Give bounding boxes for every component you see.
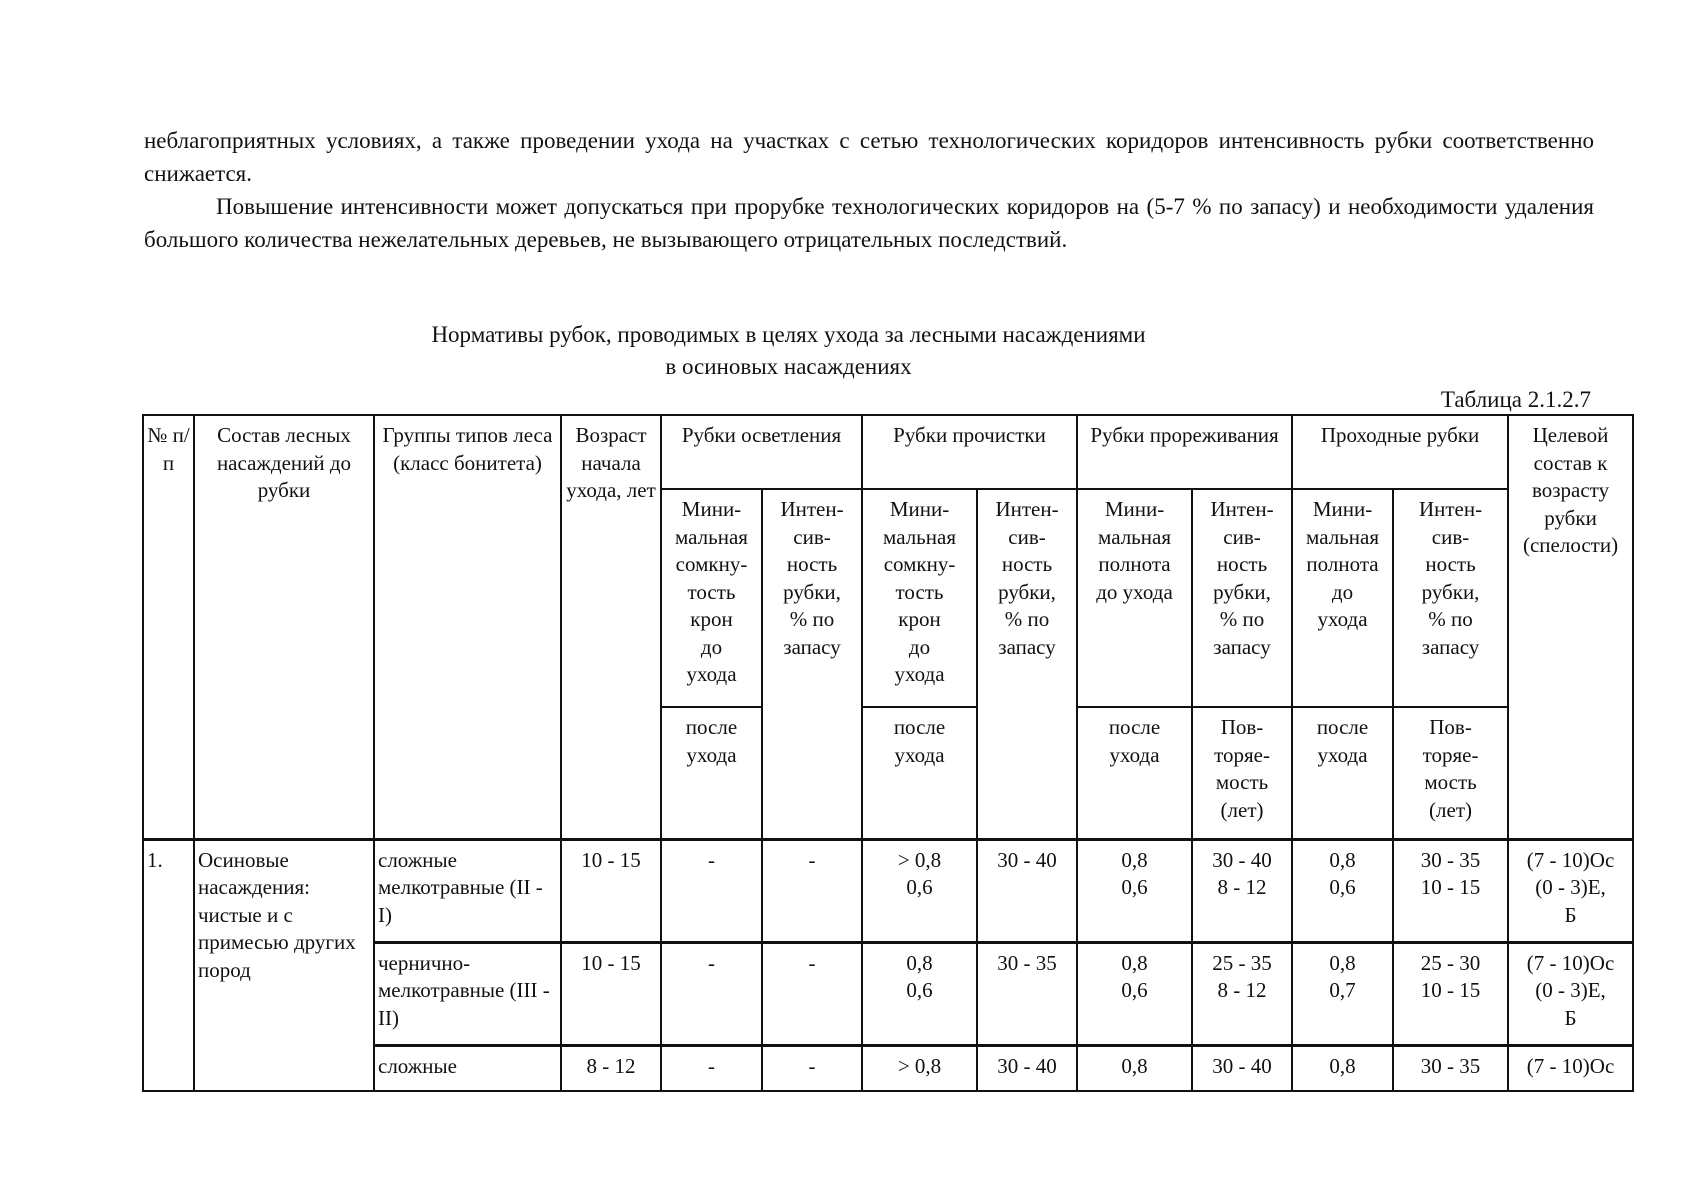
cell-intensity-4: 30 - 35 xyxy=(1393,1045,1508,1091)
header-num: № п/п xyxy=(143,415,194,839)
cell-age: 8 - 12 xyxy=(561,1045,661,1091)
cell-min-density-3: 0,8 0,6 xyxy=(1077,942,1192,1045)
cell-age: 10 - 15 xyxy=(561,942,661,1045)
header-target: Целевой состав к возрасту рубки (спелости) xyxy=(1508,415,1633,839)
cell-min-density-3: 0,8 0,6 xyxy=(1077,839,1192,942)
header-group-lightening: Рубки осветления xyxy=(661,415,862,489)
cell-min-density-3: 0,8 xyxy=(1077,1045,1192,1091)
header-repeat-4: Пов- торяе- мость (лет) xyxy=(1393,707,1508,839)
cell-min-crown-1: - xyxy=(661,839,762,942)
cell-min-crown-1: - xyxy=(661,942,762,1045)
header-intensity-2: Интен- сив- ность рубки, % по запасу xyxy=(977,489,1077,839)
header-age: Возраст начала ухода, лет xyxy=(561,415,661,839)
cell-intensity-2: 30 - 40 xyxy=(977,1045,1077,1091)
cell-intensity-1: - xyxy=(762,942,862,1045)
table-number: Таблица 2.1.2.7 xyxy=(1440,387,1591,412)
row-number: 1. xyxy=(143,839,194,1091)
paragraph-1: неблагоприятных условиях, а также проведении ухода на участках с сетью технологических коридоров интенсивность рубки соответственно снижается. xyxy=(144,128,1594,186)
cell-intensity-3: 30 - 40 8 - 12 xyxy=(1192,839,1292,942)
header-group-cleaning: Рубки прочистки xyxy=(862,415,1077,489)
header-min-crown-1: Мини- мальная сомкну- тость крон до ухода xyxy=(661,489,762,707)
header-after-care-1: после ухода xyxy=(661,707,762,839)
header-intensity-1: Интен- сив- ность рубки, % по запасу xyxy=(762,489,862,839)
table-title-line-2: в осиновых насаждениях xyxy=(665,354,912,379)
header-row-1 xyxy=(143,415,1633,489)
cell-intensity-2: 30 - 35 xyxy=(977,942,1077,1045)
cell-min-density-4: 0,8 xyxy=(1292,1045,1393,1091)
cell-min-crown-2: 0,8 0,6 xyxy=(862,942,977,1045)
cell-intensity-1: - xyxy=(762,839,862,942)
cell-forest-type: чернично-мелкотравные (III - II) xyxy=(374,942,561,1045)
cell-forest-type: сложные xyxy=(374,1045,561,1091)
header-after-care-4: после ухода xyxy=(1292,707,1393,839)
cell-target: (7 - 10)Ос (0 - 3)Е, Б xyxy=(1508,942,1633,1045)
header-composition: Состав лесных насаждений до рубки xyxy=(194,415,374,839)
table-title-line-1: Нормативы рубок, проводимых в целях ухода за лесными насаждениями xyxy=(431,322,1146,347)
cell-min-density-4: 0,8 0,7 xyxy=(1292,942,1393,1045)
cell-intensity-4: 30 - 35 10 - 15 xyxy=(1393,839,1508,942)
cell-intensity-3: 25 - 35 8 - 12 xyxy=(1192,942,1292,1045)
row-composition: Осиновые насаждения: чистые и с примесью других пород xyxy=(194,839,374,1091)
header-group-thinning: Рубки прореживания xyxy=(1077,415,1292,489)
cell-forest-type: сложные мелкотравные (II - I) xyxy=(374,839,561,942)
cell-min-density-4: 0,8 0,6 xyxy=(1292,839,1393,942)
cell-intensity-2: 30 - 40 xyxy=(977,839,1077,942)
header-after-care-2: после ухода xyxy=(862,707,977,839)
cell-intensity-3: 30 - 40 xyxy=(1192,1045,1292,1091)
header-min-crown-2: Мини- мальная сомкну- тость крон до ухода xyxy=(862,489,977,707)
paragraph-2: Повышение интенсивности может допускаться при прорубке технологических коридоров на (5-7 % по запасу) и необходимости удаления большого количества нежелательных деревьев, не вызывающего отрицательных последствий. xyxy=(144,194,1594,252)
header-min-density-3: Мини- мальная полнота до ухода xyxy=(1077,489,1192,707)
cell-target: (7 - 10)Ос xyxy=(1508,1045,1633,1091)
header-intensity-4: Интен- сив- ность рубки, % по запасу xyxy=(1393,489,1508,707)
cell-min-crown-1: - xyxy=(661,1045,762,1091)
cell-min-crown-2: > 0,8 xyxy=(862,1045,977,1091)
header-repeat-3: Пов- торяе- мость (лет) xyxy=(1192,707,1292,839)
header-forest-type: Группы типов леса (класс бонитета) xyxy=(374,415,561,839)
header-after-care-3: после ухода xyxy=(1077,707,1192,839)
cell-intensity-1: - xyxy=(762,1045,862,1091)
cell-target: (7 - 10)Ос (0 - 3)Е, Б xyxy=(1508,839,1633,942)
header-group-passage: Проходные рубки xyxy=(1292,415,1508,489)
cell-min-crown-2: > 0,8 0,6 xyxy=(862,839,977,942)
cell-intensity-4: 25 - 30 10 - 15 xyxy=(1393,942,1508,1045)
header-min-density-4: Мини- мальная полнота до ухода xyxy=(1292,489,1393,707)
cell-age: 10 - 15 xyxy=(561,839,661,942)
header-intensity-3: Интен- сив- ность рубки, % по запасу xyxy=(1192,489,1292,707)
norms-table xyxy=(142,414,1634,1092)
table-row xyxy=(143,839,1633,942)
